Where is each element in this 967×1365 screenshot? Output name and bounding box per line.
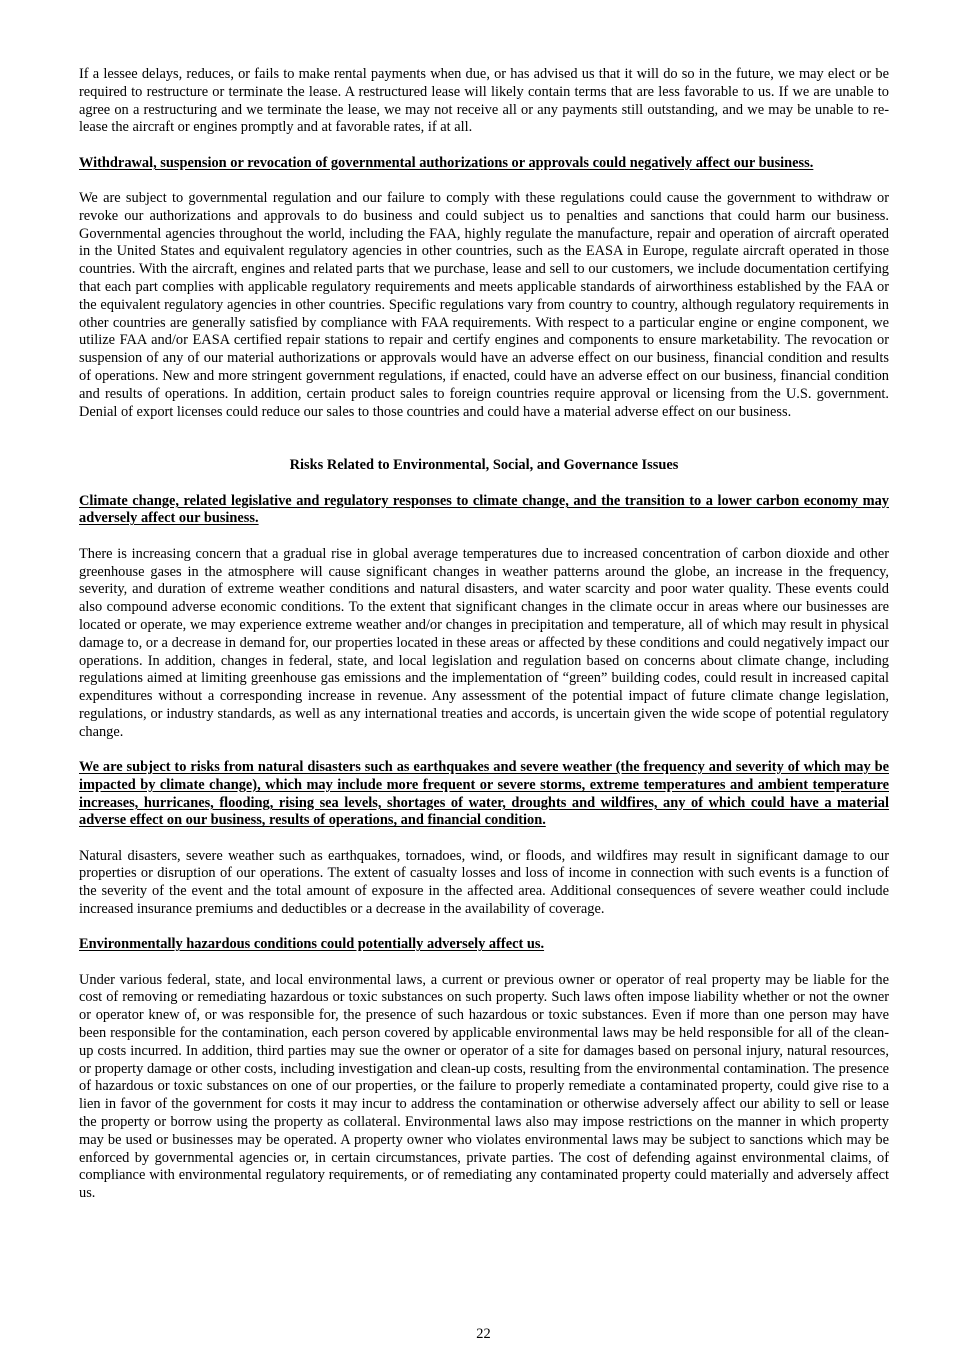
paragraph-governmental-regulation: We are subject to governmental regulation and our failure to comply with these regulations could cause the government to withdraw or revoke our authorizations and approvals to do business and could subject us to penalties and sanctions that could harm our business. Governmental agencies throughout the world, including the FAA, highly regulate the manufacture, repair and operation of aircraft operated in the United States and equivalent regulatory agencies in other countries, such as the EASA in Europe, regulate aircraft operated in those countries. With the aircraft, engines and related parts that we purchase, lease and sell to our customers, we include documentation certifying that each part complies with applicable regulatory requirements and meets applicable standards of airworthiness established by the FAA or the equivalent regulatory agencies in other countries. Specific regulations vary from country to country, although regulatory requirements in other countries are generally satisfied by compliance with FAA requirements. With respect to a particular engine or engine component, we utilize FAA and/or EASA certified repair stations to repair and certify engines and components to ensure marketability. The revocation or suspension of any of our material authorizations or approvals would have an adverse effect on our business, financial condition and results of operations. New and more stringent government regulations, if enacted, could have an adverse effect on our business, financial condition and results of operations. In addition, certain product sales to foreign countries require approval or licensing from the U.S. government. Denial of export licenses could reduce our sales to those countries and could have a material adverse effect on our business. bbox=[79, 189, 889, 420]
heading-governmental-authorizations: Withdrawal, suspension or revocation of governmental authorizations or approvals could negatively affect our business. bbox=[79, 154, 814, 171]
heading-climate-change: Climate change, related legislative and regulatory responses to climate change, and the transition to a lower carbon economy may adversely affect our business. bbox=[79, 492, 889, 527]
paragraph-natural-disasters: Natural disasters, severe weather such as earthquakes, tornadoes, wind, or floods, and wildfires may result in significant damage to our properties or disruption of our operations. The extent of casualty losses and loss of income in connection with such events is a function of the severity of the event and the total amount of exposure in the affected area. Additional consequences of severe weather could include increased insurance premiums and deductibles or a decrease in the availability of coverage. bbox=[79, 847, 889, 918]
paragraph-environmental-hazards: Under various federal, state, and local environmental laws, a current or previous owner or operator of real property may be liable for the cost of removing or remediating hazardous or toxic substances on such property. Such laws often impose liability whether or not the owner or operator knew of, or was responsible for, the presence of such hazardous or toxic substances. Even if more than one person may have been responsible for the contamination, each person covered by applicable environmental laws may be held responsible for all of the clean-up costs incurred. In addition, third parties may sue the owner or operator of a site for damages based on personal injury, natural resources, or property damage or other costs, including investigation and clean-up costs, resulting from the environmental contamination. The presence of hazardous or toxic substances on one of our properties, or the failure to properly remediate a contaminated property, could give rise to a lien in favor of the government for costs it may incur to address the contamination or otherwise adversely affect our ability to sell or lease the property or borrow using the property as collateral. Environmental laws also may impose restrictions on the manner in which property may be used or businesses may be operated. A property owner who violates environmental laws may be subject to sanctions which may be enforced by governmental agencies or, in certain circumstances, private parties. The cost of defending against environmental claims, of compliance with environmental regulatory requirements, or of remediating any contaminated property could materially and adversely affect us. bbox=[79, 971, 889, 1202]
document-page bbox=[79, 66, 889, 1203]
page-number: 22 bbox=[476, 1326, 491, 1342]
paragraph-climate-change: There is increasing concern that a gradual rise in global average temperatures due to increased concentration of carbon dioxide and other greenhouse gases in the atmosphere will cause significant changes in weather patterns around the globe, an increase in the frequency, severity, and duration of extreme weather conditions and natural disasters, and water scarcity and poor water quality. These events could also compound adverse economic conditions. To the extent that significant changes in the climate occur in areas where our businesses are located or operate, we may experience extreme weather and/or changes in precipitation and temperature, all of which may result in physical damage to, or a decrease in demand for, our properties located in these areas or affected by these conditions and could negatively impact our operations. In addition, changes in federal, state, and local legislation and regulation based on concerns about climate change, including regulations aimed at limiting greenhouse gas emissions and the implementation of “green” building codes, could result in increased capital expenditures without a corresponding increase in revenue. Any assessment of the potential impact of future climate change legislation, regulations, or industry standards, as well as any international treaties and accords, is uncertain given the wide scope of potential regulatory change. bbox=[79, 545, 889, 740]
heading-natural-disasters: We are subject to risks from natural disasters such as earthquakes and severe weather (the frequency and severity of which may be impacted by climate change), which may include more frequent or severe storms, extreme temperatures and ambient temperature increases, hurricanes, flooding, rising sea levels, shortages of water, droughts and wildfires, any of which could have a material adverse effect on our business, results of operations, and financial condition. bbox=[79, 759, 889, 829]
section-title-esg: Risks Related to Environmental, Social, and Governance Issues bbox=[289, 457, 679, 474]
paragraph-lessee-payments: If a lessee delays, reduces, or fails to make rental payments when due, or has advised us that it will do so in the future, we may elect or be required to restructure or terminate the lease. A restructured lease will likely contain terms that are less favorable to us. If we are unable to agree on a restructuring and we terminate the lease, we may not receive all or any payments still outstanding, and we may be unable to re-lease the aircraft or engines promptly and at favorable rates, if at all. bbox=[79, 66, 889, 136]
heading-environmental-hazards: Environmentally hazardous conditions could potentially adversely affect us. bbox=[79, 936, 545, 953]
